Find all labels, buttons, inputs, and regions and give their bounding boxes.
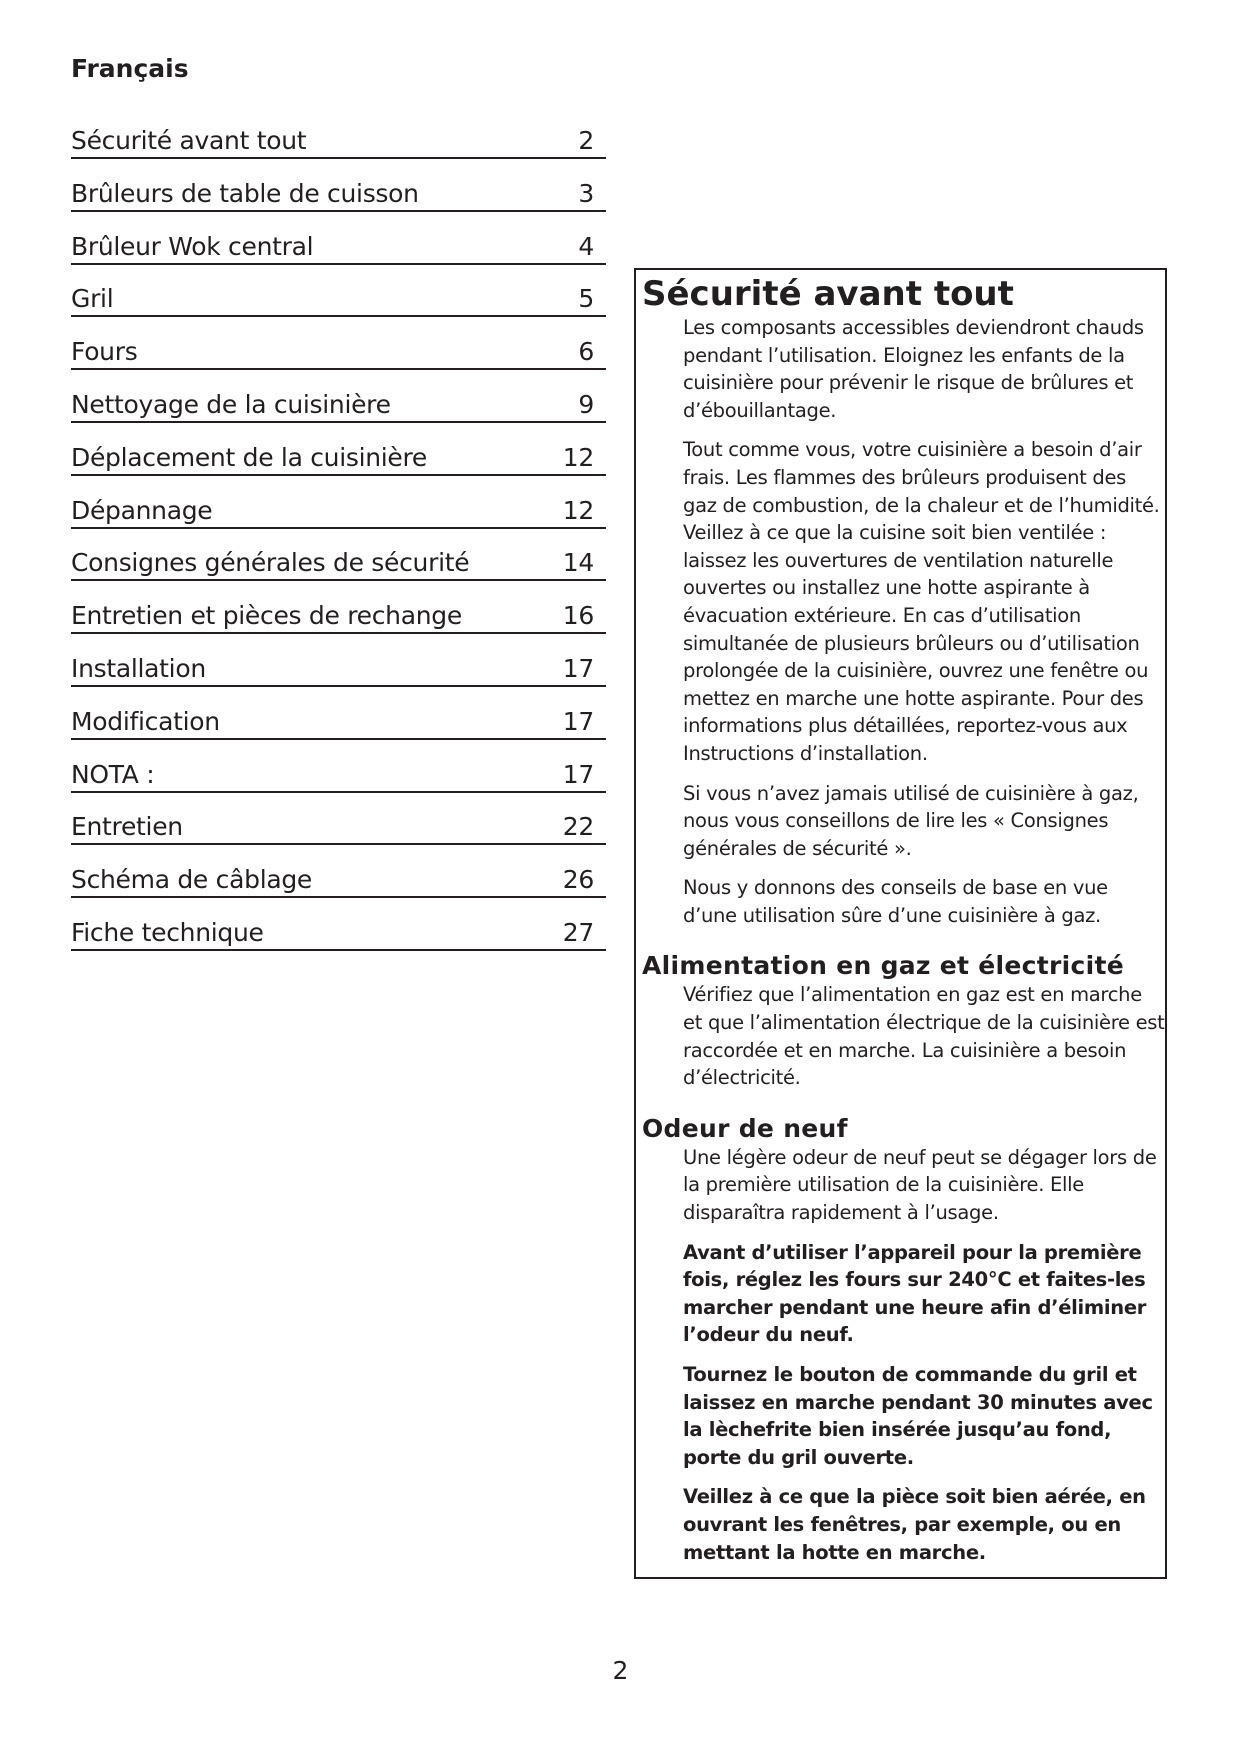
bold-paragraph: Veillez à ce que la pièce soit bien aérée, en ouvrant les fenêtres, par exemple, ou en mettant la hotte en marche. bbox=[683, 1485, 1146, 1564]
toc-page: 14 bbox=[562, 548, 594, 578]
paragraph: Si vous n’avez jamais utilisé de cuisinière à gaz, nous vous conseillons de lire les « Consignes générales de sécurité ». bbox=[683, 781, 1139, 860]
subsection-title: Alimentation en gaz et électricité bbox=[642, 951, 1125, 981]
toc-page: 17 bbox=[562, 653, 594, 683]
toc-title: Gril bbox=[71, 284, 114, 314]
toc-entry[interactable] bbox=[71, 372, 606, 423]
toc-title: Modification bbox=[71, 706, 220, 736]
toc-entry[interactable] bbox=[71, 425, 606, 476]
toc-entry[interactable] bbox=[71, 689, 606, 740]
toc-page: 26 bbox=[562, 865, 594, 895]
toc-page: 22 bbox=[562, 812, 594, 842]
toc-entry[interactable] bbox=[71, 794, 606, 845]
safety-section bbox=[634, 268, 1167, 1579]
toc-page: 5 bbox=[578, 284, 594, 314]
toc-title: Consignes générales de sécurité bbox=[71, 548, 470, 578]
language-heading: Français bbox=[71, 54, 189, 83]
toc-entry[interactable] bbox=[71, 847, 606, 898]
toc-entry[interactable] bbox=[71, 900, 606, 951]
toc-entry[interactable] bbox=[71, 319, 606, 370]
toc-page: 2 bbox=[578, 126, 594, 155]
toc-page: 27 bbox=[562, 917, 594, 947]
toc-title: Installation bbox=[71, 653, 206, 683]
toc-entry[interactable] bbox=[71, 742, 606, 793]
bold-paragraph: Avant d’utiliser l’appareil pour la première fois, réglez les fours sur 240°C et faites-les marcher pendant une heure afin d’éliminer l’odeur du neuf. bbox=[683, 1240, 1147, 1347]
toc-page: 12 bbox=[562, 442, 594, 472]
toc-title: Brûleur Wok central bbox=[71, 231, 314, 261]
toc-page: 12 bbox=[562, 495, 594, 525]
toc-title: NOTA : bbox=[71, 759, 155, 789]
toc-entry[interactable] bbox=[71, 636, 606, 687]
paragraph: Nous y donnons des conseils de base en vue d’une utilisation sûre d’une cuisinière à gaz. bbox=[683, 876, 1108, 927]
toc-page: 9 bbox=[578, 389, 594, 419]
toc-title: Fiche technique bbox=[71, 917, 264, 947]
table-of-contents bbox=[71, 108, 606, 953]
page-number: 2 bbox=[612, 1656, 629, 1685]
toc-title: Brûleurs de table de cuisson bbox=[71, 178, 419, 208]
toc-entry[interactable] bbox=[71, 478, 606, 529]
toc-title: Dépannage bbox=[71, 495, 213, 525]
toc-page: 17 bbox=[562, 706, 594, 736]
toc-title: Nettoyage de la cuisinière bbox=[71, 389, 391, 419]
bold-paragraph: Tournez le bouton de commande du gril et laissez en marche pendant 30 minutes avec la lèchefrite bien insérée jusqu’au fond, porte du gril ouverte. bbox=[683, 1363, 1153, 1469]
paragraph: Une légère odeur de neuf peut se dégager lors de la première utilisation de la cuisinière. Elle disparaîtra rapidement à l’usage. bbox=[683, 1145, 1157, 1225]
paragraph: Tout comme vous, votre cuisinière a besoin d’air frais. Les flammes des brûleurs produisent des gaz de combustion, de la chaleur et de l’humidité. Veillez à ce que la cuisine soit bien ventilée : laissez les ouvertures de ventilation naturelle ouvertes ou installez une hotte aspirante à évacuation extérieure. En cas d’utilisation simultanée de plusieurs brûleurs ou d’utilisation prolongée de la cuisinière, ouvrez une fenêtre ou mettez en marche une hotte aspirante. Pour des informations plus détaillées, reportez-vous aux Instructions d’installation. bbox=[683, 438, 1160, 765]
toc-title: Sécurité avant tout bbox=[71, 126, 307, 155]
toc-title: Entretien et pièces de rechange bbox=[71, 601, 462, 631]
toc-page: 17 bbox=[562, 759, 594, 789]
toc-page: 16 bbox=[562, 601, 594, 631]
toc-entry[interactable] bbox=[71, 214, 606, 265]
toc-page: 3 bbox=[578, 178, 594, 208]
subsection-title: Odeur de neuf bbox=[642, 1113, 848, 1143]
toc-entry[interactable] bbox=[71, 161, 606, 212]
toc-entry[interactable] bbox=[71, 583, 606, 634]
toc-entry[interactable] bbox=[71, 108, 606, 159]
section-title: Sécurité avant tout bbox=[642, 274, 1014, 314]
toc-page: 6 bbox=[578, 337, 594, 367]
toc-title: Fours bbox=[71, 337, 138, 367]
paragraph: Les composants accessibles deviendront chauds pendant l’utilisation. Eloignez les enfants de la cuisinière pour prévenir le risque de brûlures et d’ébouillantage. bbox=[683, 316, 1144, 422]
toc-page: 4 bbox=[578, 231, 594, 261]
toc-entry[interactable] bbox=[71, 530, 606, 581]
toc-title: Déplacement de la cuisinière bbox=[71, 442, 428, 472]
toc-title: Entretien bbox=[71, 812, 183, 842]
toc-entry[interactable] bbox=[71, 266, 606, 317]
toc-title: Schéma de câblage bbox=[71, 865, 313, 895]
paragraph: Vérifiez que l’alimentation en gaz est en marche et que l’alimentation électrique de la cuisinière est raccordée et en marche. La cuisinière a besoin d’électricité. bbox=[683, 983, 1165, 1090]
